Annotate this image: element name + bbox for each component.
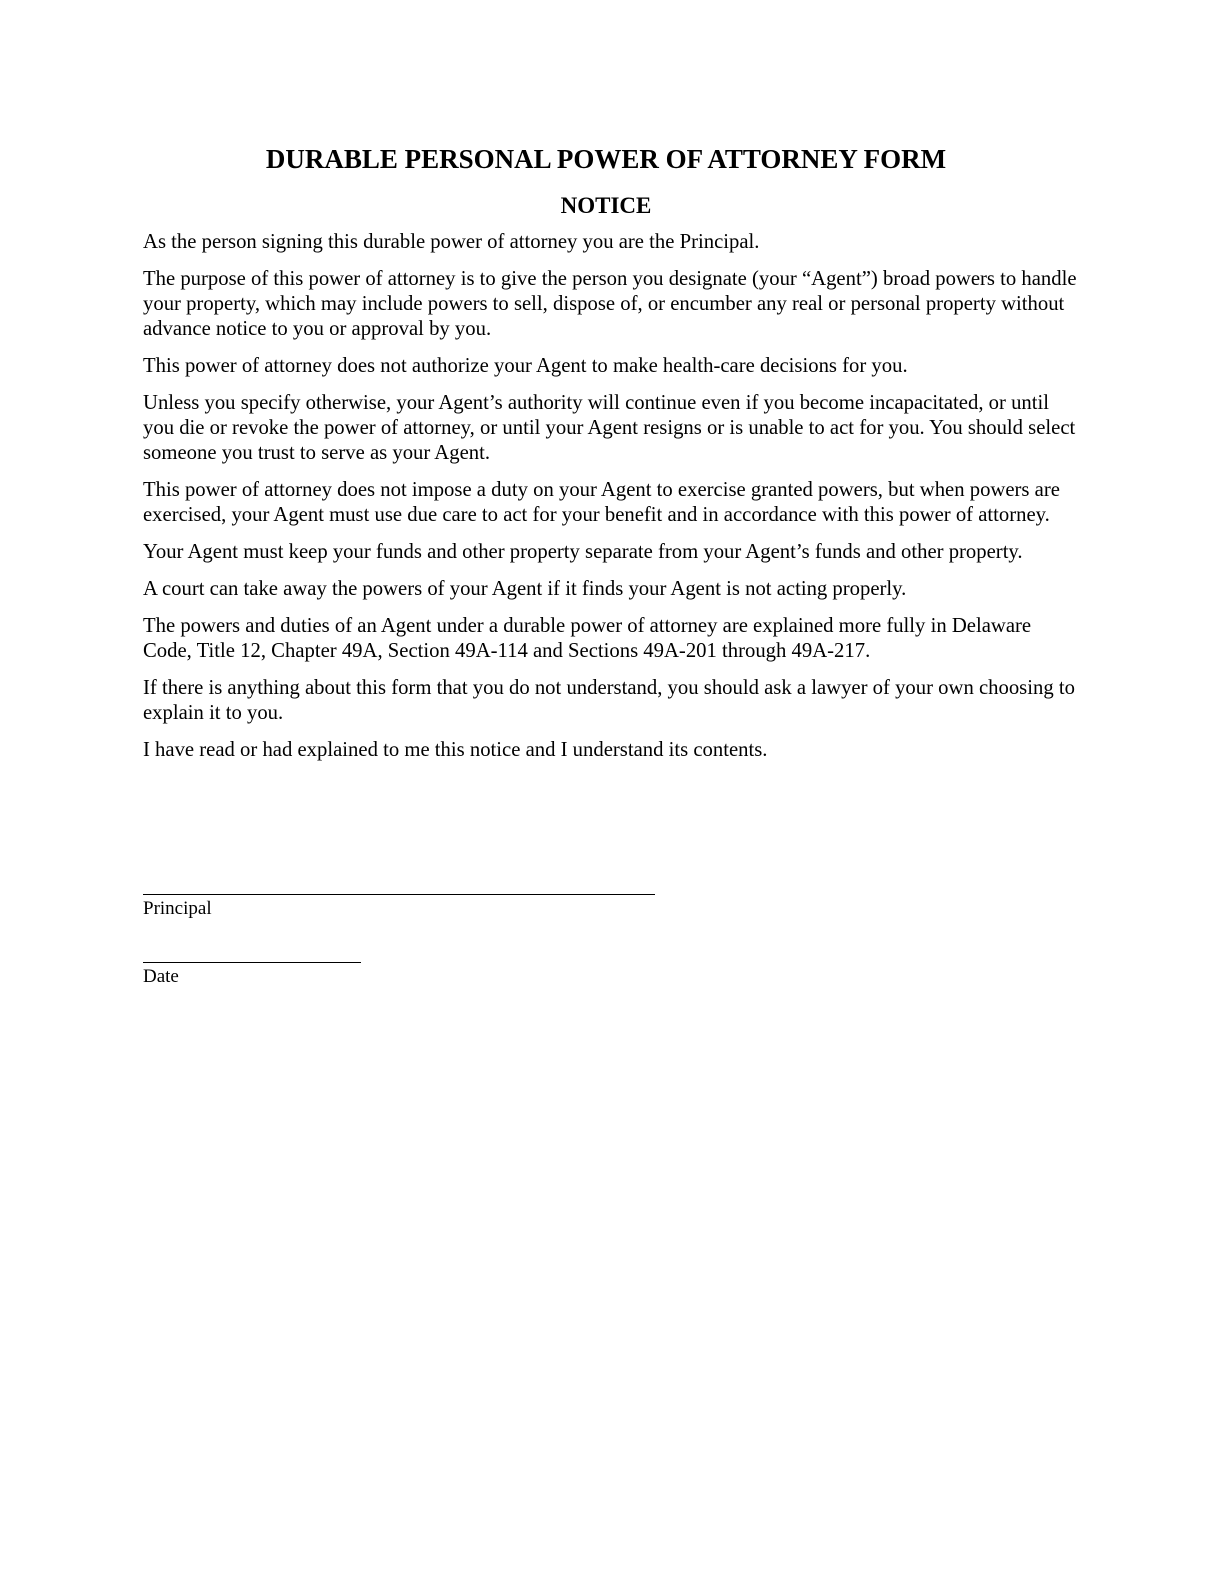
paragraph: The purpose of this power of attorney is to give the person you designate (your “Agent”) broad powers to handle your property, which may include powers to sell, dispose of, or encumber any real or personal property without advance notice to you or approval by you. — [143, 268, 1077, 340]
principal-signature-block — [143, 875, 663, 920]
paragraph: This power of attorney does not authorize your Agent to make health-care decisions for you. — [143, 355, 908, 377]
paragraph: I have read or had explained to me this notice and I understand its contents. — [143, 739, 768, 761]
notice-body — [143, 230, 1083, 775]
paragraph: If there is anything about this form that you do not understand, you should ask a lawyer of your own choosing to explain it to you. — [143, 677, 1075, 724]
paragraph: The powers and duties of an Agent under a durable power of attorney are explained more fully in Delaware Code, Title 12, Chapter 49A, Section 49A-114 and Sections 49A-201 through 49A-217. — [143, 615, 1032, 662]
document-title: DURABLE PERSONAL POWER OF ATTORNEY FORM — [265, 144, 947, 174]
principal-label: Principal — [143, 898, 212, 919]
paragraph: Your Agent must keep your funds and other property separate from your Agent’s funds and other property. — [143, 541, 1023, 563]
paragraph: A court can take away the powers of your Agent if it finds your Agent is not acting properly. — [143, 578, 907, 600]
paragraph: This power of attorney does not impose a duty on your Agent to exercise granted powers, but when powers are exercised, your Agent must use due care to act for your benefit and in accordance with this power of attorney. — [143, 479, 1060, 526]
date-label: Date — [143, 966, 179, 987]
principal-signature-line[interactable] — [143, 875, 655, 895]
date-line[interactable] — [143, 942, 361, 963]
paragraph: Unless you specify otherwise, your Agent’s authority will continue even if you become incapacitated, or until you die or revoke the power of attorney, or until your Agent resigns or is unable to act for you. You should select someone you trust to serve as your Agent. — [143, 392, 1076, 464]
paragraph: As the person signing this durable power of attorney you are the Principal. — [143, 231, 760, 253]
date-signature-block — [143, 942, 663, 988]
notice-heading: NOTICE — [560, 193, 652, 218]
